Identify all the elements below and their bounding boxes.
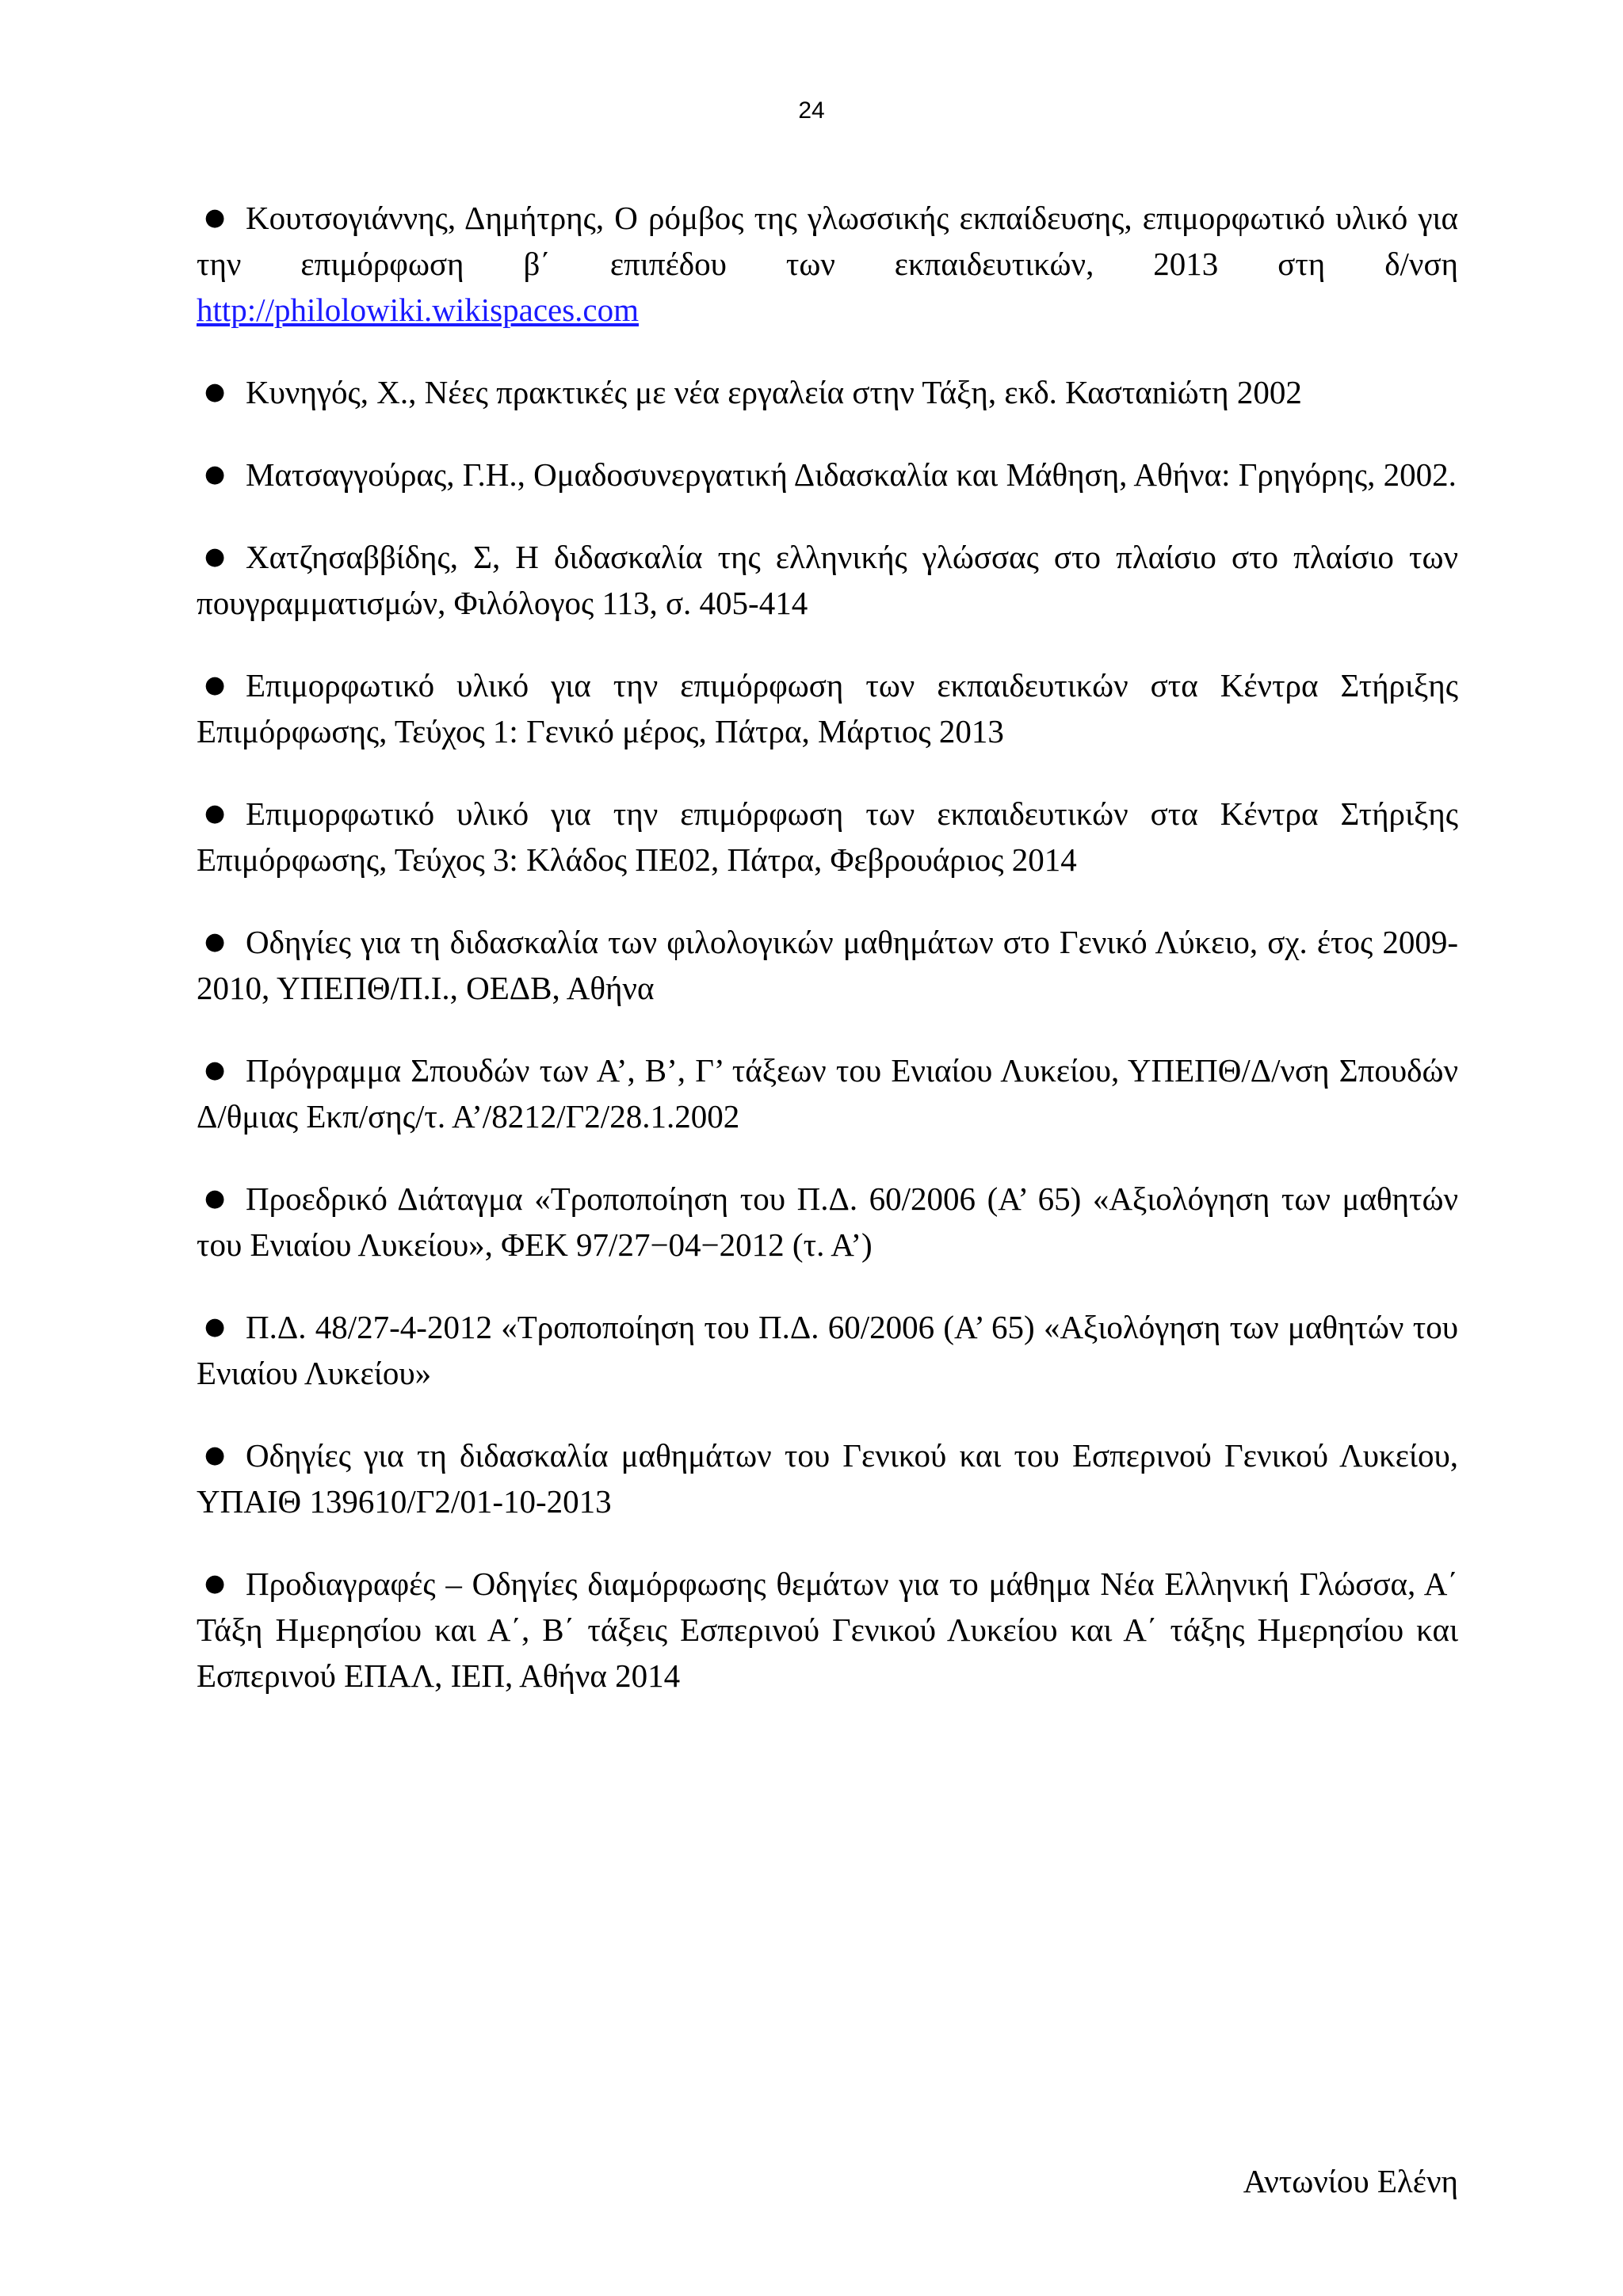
reference-item [197,1304,1458,1396]
reference-item [197,662,1458,754]
reference-item [197,534,1458,626]
bullet-icon: ● [204,1313,226,1341]
reference-item [197,369,1458,415]
reference-text: Ματσαγγούρας, Γ.Η., Ομαδοσυνεργατική Διδασκαλία και Μάθηση, Αθήνα: Γρηγόρης, 2002. [246,456,1457,493]
reference-item [197,1561,1458,1699]
reference-text: Κουτσογιάννης, Δημήτρης, Ο ρόμβος της γλωσσικής εκπαίδευσης, επιμορφωτικό υλικό για την επιμόρφωση β΄ επιπέδου των εκπαιδευτικών, 2013 στη δ/νση [197,200,1458,282]
reference-text: Χατζησαββίδης, Σ, Η διδασκαλία της ελληνικής γλώσσας στο πλαίσιο στο πλαίσιο των πουγραμματισμών, Φιλόλογος 113, σ. 405-414 [197,539,1458,621]
reference-item [197,1176,1458,1268]
reference-text: Προδιαγραφές – Οδηγίες διαμόρφωσης θεμάτων για το μάθημα Νέα Ελληνική Γλώσσα, Α΄ Τάξη Ημερησίου και Α΄, Β΄ τάξεις Εσπερινού Γενικού Λυκείου και Α΄ τάξης Ημερησίου και Εσπερινού ΕΠΑΛ, ΙΕΠ, Αθήνα 2014 [197,1566,1458,1694]
reference-text: Πρόγραμμα Σπουδών των Α’, Β’, Γ’ τάξεων του Ενιαίου Λυκείου, ΥΠΕΠΘ/Δ/νση Σπουδών Δ/θμιας Εκπ/σης/τ. Α’/8212/Γ2/28.1.2002 [197,1052,1458,1135]
bullet-icon: ● [204,1441,226,1469]
reference-text: Επιμορφωτικό υλικό για την επιμόρφωση των εκπαιδευτικών στα Κέντρα Στήριξης Επιμόρφωσης, Τεύχος 3: Κλάδος ΠΕ02, Πάτρα, Φεβρουάριος 2014 [197,795,1458,878]
reference-item [197,195,1458,333]
page-number: 24 [798,97,825,124]
bullet-icon: ● [204,204,226,231]
reference-item [197,791,1458,883]
reference-list [197,195,1458,1735]
reference-text: Προεδρικό Διάταγμα «Τροποποίηση του Π.Δ. 60/2006 (Α’ 65) «Αξιολόγηση των μαθητών του Ενιαίου Λυκείου», ΦΕΚ 97/27−04−2012 (τ. Α’) [197,1180,1458,1263]
reference-text: Π.Δ. 48/27-4-2012 «Τροποποίηση του Π.Δ. 60/2006 (Α’ 65) «Αξιολόγηση των μαθητών του Ενιαίου Λυκείου» [197,1309,1458,1391]
reference-link[interactable]: http://philolowiki.wikispaces.com [197,292,640,328]
bullet-icon: ● [204,799,226,827]
bullet-icon: ● [204,1184,226,1212]
author-name: Αντωνίου Ελένη [1243,2163,1458,2199]
bullet-icon: ● [204,1056,226,1084]
bullet-icon: ● [204,543,226,570]
reference-text: Οδηγίες για τη διδασκαλία των φιλολογικών μαθημάτων στο Γενικό Λύκειο, σχ. έτος 2009-2010, ΥΠΕΠΘ/Π.Ι., ΟΕΔΒ, Αθήνα [197,924,1458,1006]
bullet-icon: ● [204,928,226,955]
bullet-icon: ● [204,671,226,699]
reference-text: Κυνηγός, Χ., Νέες πρακτικές με νέα εργαλεία στην Τάξη, εκδ. Κασταniώτη 2002 [246,374,1302,410]
reference-text: Οδηγίες για τη διδασκαλία μαθημάτων του Γενικού και του Εσπερινού Γενικού Λυκείου, ΥΠΑΙΘ 139610/Γ2/01-10-2013 [197,1437,1458,1520]
reference-item [197,1047,1458,1139]
reference-text: Επιμορφωτικό υλικό για την επιμόρφωση των εκπαιδευτικών στα Κέντρα Στήριξης Επιμόρφωσης, Τεύχος 1: Γενικό μέρος, Πάτρα, Μάρτιος 2013 [197,667,1458,749]
reference-item [197,1432,1458,1524]
bullet-icon: ● [204,378,226,406]
reference-item [197,919,1458,1011]
reference-item [197,452,1458,498]
bullet-icon: ● [204,460,226,488]
bullet-icon: ● [204,1569,226,1597]
